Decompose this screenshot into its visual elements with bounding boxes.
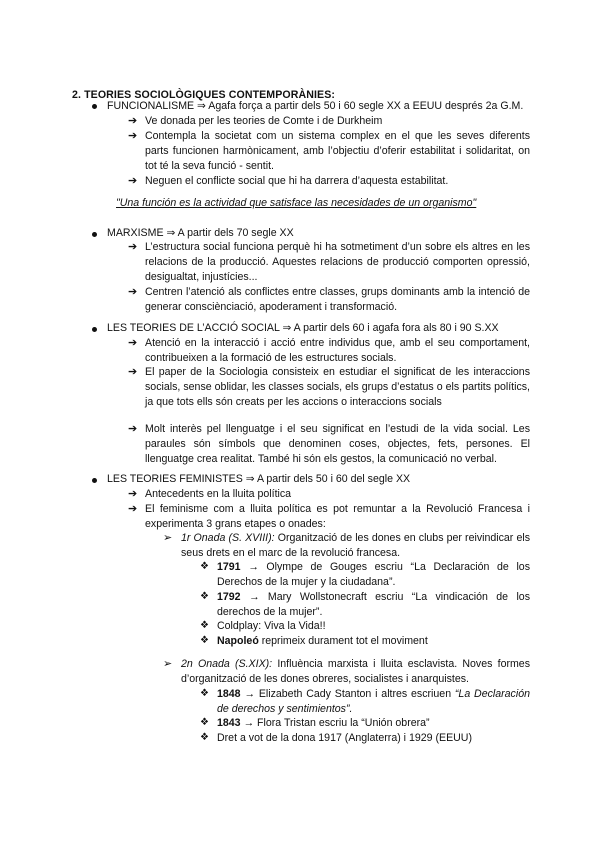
point-text: Neguen el conflicte social que hi ha darrera d’aquesta estabilitat. bbox=[145, 175, 449, 187]
point-text: Centren l’atenció als conflictes entre classes, grups dominants amb la intenció de generar consciènciació, apoderament i transformació. bbox=[145, 286, 530, 313]
arrow-icon: ➔ bbox=[128, 175, 138, 187]
arrow-icon: ➔ bbox=[128, 366, 138, 378]
point-text: Contempla la societat com un sistema complex en el que les seves diferents parts funcionen harmònicament, amb l’objectiu d’oferir estabilitat i solidaritat, on tot té la seva funció - sentit. bbox=[145, 130, 530, 172]
diamond-bullet-icon: ❖ bbox=[200, 688, 209, 699]
arrow-icon: ➔ bbox=[128, 286, 138, 298]
quote: "Una función es la actividad que satisface las necesidades de un organismo" bbox=[116, 197, 477, 209]
diamond-bullet-icon: ❖ bbox=[200, 717, 209, 728]
diamond-bullet-icon: ❖ bbox=[200, 732, 209, 743]
wave-label: 1r Onada (S. XVIII): bbox=[181, 532, 275, 544]
point-text: El feminisme com a lluita política es pot remuntar a la Revolució Francesa i experimenta 3 grans etapes o onades: bbox=[145, 503, 530, 530]
triangle-bullet-icon: ➢ bbox=[163, 532, 173, 544]
point-text: Molt interès pel llenguatge i el seu significat en l’estudi de la vida social. Les paraules són símbols que denominen coses, objectes, fets, persones. El llenguatge crea realitat. També hi són els gestos, la comunicació no verbal. bbox=[145, 423, 530, 465]
wave-label: 2n Onada (S.XIX): bbox=[181, 658, 273, 670]
item-text: → Flora Tristan escriu la “Unión obrera” bbox=[240, 717, 430, 729]
arrow-icon: ➔ bbox=[128, 503, 138, 515]
point-text: Atenció en la interacció i acció entre individus que, amb el seu comportament, contribueixen a la formació de les estructures socials. bbox=[145, 337, 530, 364]
diamond-bullet-icon: ❖ bbox=[200, 561, 209, 572]
arrow-icon: ➔ bbox=[128, 337, 138, 349]
bullet-icon bbox=[92, 327, 97, 332]
arrow-icon: ➔ bbox=[128, 241, 138, 253]
wave-text: Influència marxista i lluita esclavista. Noves formes d’organització de les dones obreres, socialistes i anarquistes. bbox=[181, 658, 530, 685]
wave-item bbox=[217, 634, 530, 649]
heading-feministes: LES TEORIES FEMINISTES ⇒ A partir dels 50 i 60 del segle XX bbox=[107, 473, 411, 485]
item-text: Dret a vot de la dona 1917 (Anglaterra) i 1929 (EEUU) bbox=[217, 732, 472, 744]
point-text: El paper de la Sociologia consisteix en estudiar el significat de les interaccions socials, sense oblidar, les classes socials, els grups d’estatus o els partits polítics, ja que tots ells són creats per les accions o interaccions socials bbox=[145, 366, 530, 408]
arrow-icon: ➔ bbox=[128, 130, 138, 142]
wave-1 bbox=[181, 531, 530, 561]
arrow-icon: ➔ bbox=[128, 423, 138, 435]
section-title: 2. TEORIES SOCIOLÒGIQUES CONTEMPORÀNIES: bbox=[72, 89, 335, 101]
bullet-icon bbox=[92, 104, 97, 109]
point-text: L’estructura social funciona perquè hi ha sotmetiment d’un sobre els altres en les relacions de la producció. Aquestes relacions de producció comporten opressió, desigualtat, injustícies... bbox=[145, 241, 530, 283]
bullet-icon bbox=[92, 478, 97, 483]
heading-accio-social: LES TEORIES DE L’ACCIÓ SOCIAL ⇒ A partir dels 60 i agafa fora als 80 i 90 S.XX bbox=[107, 322, 499, 334]
diamond-bullet-icon: ❖ bbox=[200, 591, 209, 602]
triangle-bullet-icon: ➢ bbox=[163, 658, 173, 670]
item-text: → Olympe de Gouges escriu “La Declaración de los Derechos de la mujer y la ciudadana”. bbox=[217, 561, 530, 588]
item-year: Napoleó bbox=[217, 635, 259, 647]
item-year: 1848 bbox=[217, 688, 241, 700]
point-text: Ve donada per les teories de Comte i de Durkheim bbox=[145, 115, 383, 127]
arrow-icon: ➔ bbox=[128, 488, 138, 500]
diamond-bullet-icon: ❖ bbox=[200, 620, 209, 631]
diamond-bullet-icon: ❖ bbox=[200, 635, 209, 646]
heading-funcionalisme: FUNCIONALISME ⇒ Agafa força a partir dels 50 i 60 segle XX a EEUU després 2a G.M. bbox=[107, 100, 524, 112]
item-year: 1792 bbox=[217, 591, 241, 603]
item-text: reprimeix durament tot el moviment bbox=[258, 635, 428, 647]
bullet-icon bbox=[92, 232, 97, 237]
wave-item bbox=[217, 560, 530, 590]
item-year: 1843 bbox=[217, 717, 241, 729]
item-year: 1791 bbox=[217, 561, 241, 573]
wave-item bbox=[217, 716, 530, 731]
wave-text: Organització de les dones en clubs per reivindicar els seus drets en el marc de la revolució francesa. bbox=[181, 532, 531, 559]
item-text: Coldplay: Viva la Vida!! bbox=[217, 620, 326, 632]
item-italic: “La Declaración de derechos y sentimientos”. bbox=[217, 688, 530, 715]
wave-item bbox=[217, 619, 530, 634]
wave-2 bbox=[181, 657, 530, 687]
arrow-icon: ➔ bbox=[128, 115, 138, 127]
heading-marxisme: MARXISME ⇒ A partir dels 70 segle XX bbox=[107, 227, 294, 239]
wave-item bbox=[217, 590, 530, 620]
wave-item bbox=[217, 687, 530, 717]
wave-item bbox=[217, 731, 530, 746]
item-text: → Elizabeth Cady Stanton i altres escriuen bbox=[240, 688, 455, 700]
point-text: Antecedents en la lluita política bbox=[145, 488, 292, 500]
item-text: → Mary Wollstonecraft escriu “La vindicación de los derechos de la mujer”. bbox=[217, 591, 530, 618]
